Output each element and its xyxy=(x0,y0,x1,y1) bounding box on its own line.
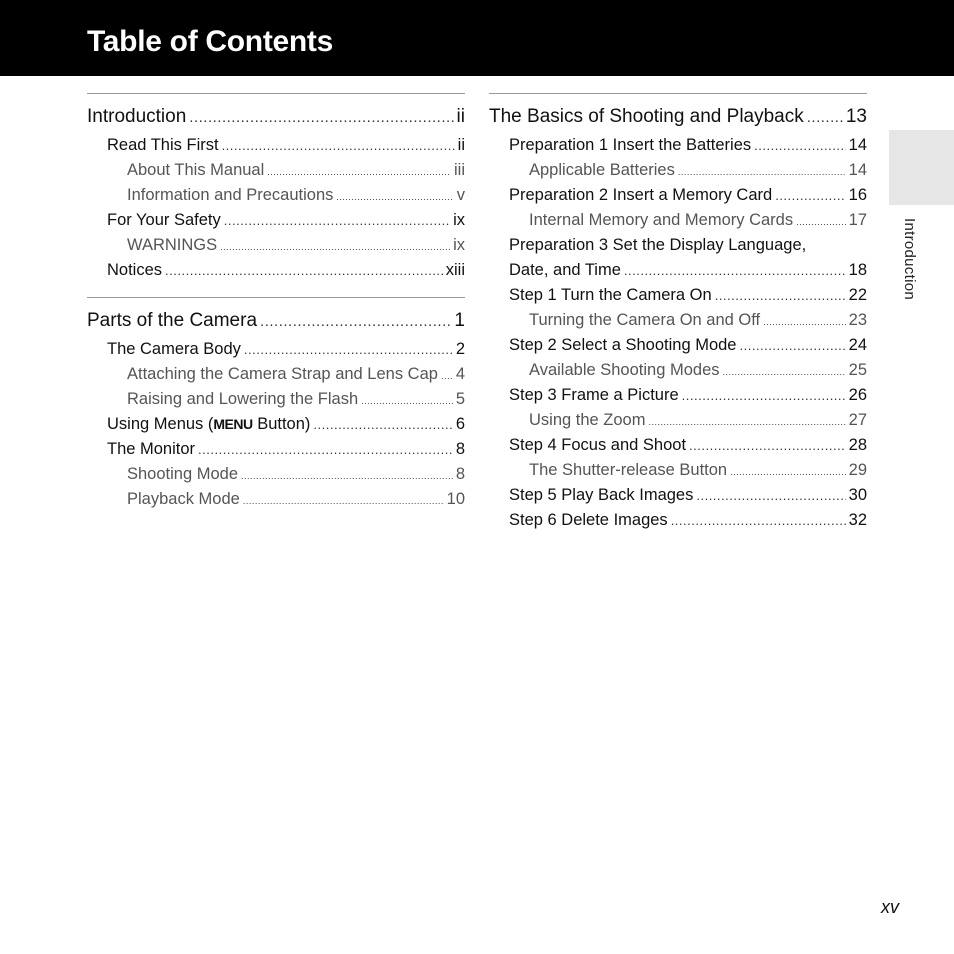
toc-entry-line1[interactable]: Preparation 3 Set the Display Language, xyxy=(509,236,807,254)
toc-entry[interactable]: Turning the Camera On and Off ..... 23 xyxy=(489,308,867,333)
page-title: Table of Contents xyxy=(87,25,334,58)
toc-entry[interactable]: Parts of the Camera ..... 1 xyxy=(87,308,465,334)
toc-entry[interactable]: The Camera Body ..... 2 xyxy=(87,337,465,362)
toc-entry[interactable]: About This Manual ..... iii xyxy=(87,158,465,183)
toc-entry[interactable]: Playback Mode ..... 10 xyxy=(87,487,465,512)
toc-entry[interactable]: Preparation 2 Insert a Memory Card ..... 16 xyxy=(489,183,867,208)
toc-right-column xyxy=(489,93,867,547)
toc-entry[interactable]: Introduction ..... ii xyxy=(87,104,465,130)
page-number: xv xyxy=(881,897,899,917)
side-tab xyxy=(889,130,954,205)
toc-entry[interactable]: Shooting Mode ..... 8 xyxy=(87,462,465,487)
toc-entry[interactable]: Date, and Time ..... 18 xyxy=(489,258,867,283)
toc-entry[interactable]: Step 1 Turn the Camera On ..... 22 xyxy=(489,283,867,308)
side-tab-label: Introduction xyxy=(901,218,918,300)
toc-entry[interactable]: Step 2 Select a Shooting Mode ..... 24 xyxy=(489,333,867,358)
toc-entry[interactable]: Notices ..... xiii xyxy=(87,258,465,283)
toc-entry[interactable]: Preparation 1 Insert the Batteries ..... 14 xyxy=(489,133,867,158)
toc-entry[interactable]: The Monitor ..... 8 xyxy=(87,437,465,462)
toc-entry[interactable]: Information and Precautions ..... v xyxy=(87,183,465,208)
toc-section-introduction xyxy=(87,93,465,297)
toc-entry[interactable]: Step 4 Focus and Shoot ..... 28 xyxy=(489,433,867,458)
toc-entry[interactable]: For Your Safety ..... ix xyxy=(87,208,465,233)
toc-entry[interactable]: Step 5 Play Back Images ..... 30 xyxy=(489,483,867,508)
toc-entry[interactable]: Step 6 Delete Images ..... 32 xyxy=(489,508,867,533)
toc-entry[interactable]: Raising and Lowering the Flash ..... 5 xyxy=(87,387,465,412)
toc-entry[interactable]: Attaching the Camera Strap and Lens Cap ..... 4 xyxy=(87,362,465,387)
toc-section-parts-of-the-camera xyxy=(87,297,465,526)
toc-entry[interactable]: Step 3 Frame a Picture ..... 26 xyxy=(489,383,867,408)
toc-entry[interactable]: WARNINGS ..... ix xyxy=(87,233,465,258)
toc-entry[interactable]: Available Shooting Modes ..... 25 xyxy=(489,358,867,383)
toc-left-column xyxy=(87,93,465,526)
toc-entry[interactable]: Using the Zoom ..... 27 xyxy=(489,408,867,433)
toc-section-basics xyxy=(489,93,867,547)
toc-entry[interactable]: Using Menus (MENU Button) ..... 6 xyxy=(87,412,465,437)
toc-entry[interactable]: Read This First ..... ii xyxy=(87,133,465,158)
menu-button-icon: MENU xyxy=(213,416,253,432)
toc-entry[interactable]: The Basics of Shooting and Playback ..... 13 xyxy=(489,104,867,130)
toc-entry[interactable]: Applicable Batteries ..... 14 xyxy=(489,158,867,183)
toc-entry[interactable]: The Shutter-release Button ..... 29 xyxy=(489,458,867,483)
toc-entry[interactable]: Internal Memory and Memory Cards ..... 17 xyxy=(489,208,867,233)
